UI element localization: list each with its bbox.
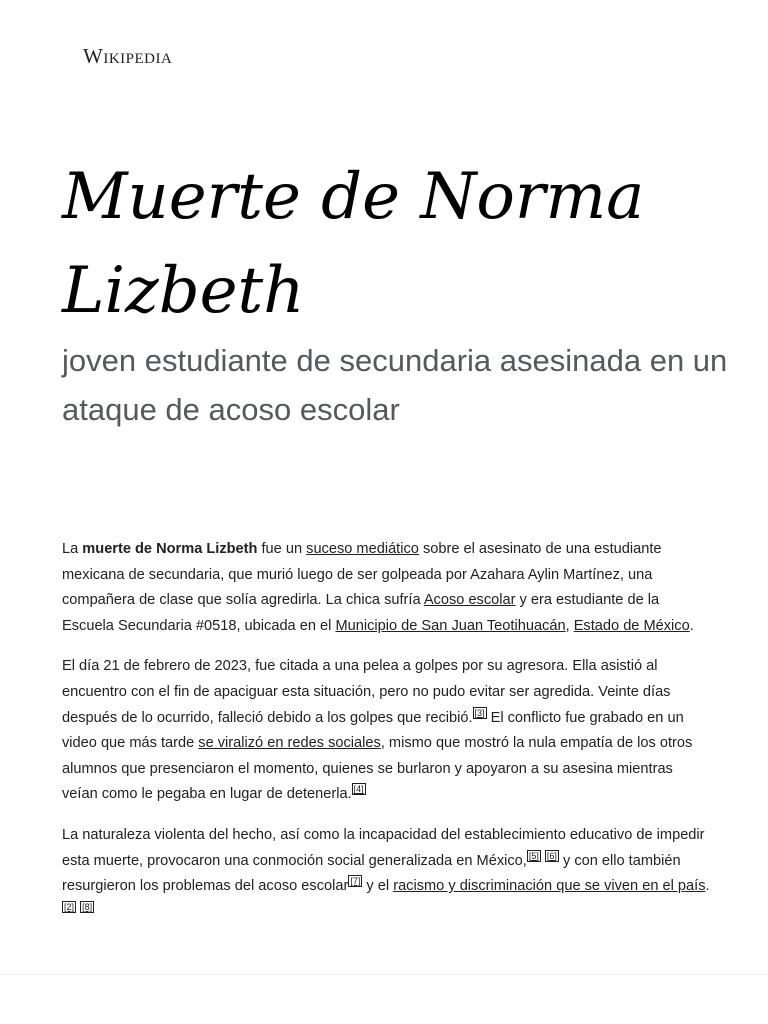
paragraph-2: [62, 654, 710, 808]
link-acoso-escolar[interactable]: Acoso escolar: [423, 592, 516, 609]
link-estado-de-mexico[interactable]: Estado de México: [573, 617, 690, 634]
text: El día 21 de febrero de 2023, fue citada a una pelea a golpes por su agresora. Ella asistió al encuentro con el fin de apaciguar esta situación, pero no pudo evitar ser agredida. Veinte días después de lo ocurrido, falleció debido a los golpes que recibió.: [62, 658, 671, 726]
reference-6[interactable]: [6]: [546, 850, 557, 861]
footer-divider: [0, 974, 768, 975]
link-suceso-mediatico[interactable]: suceso mediático: [306, 541, 419, 557]
reference-3[interactable]: [3]: [474, 707, 485, 718]
page-subtitle: joven estudiante de secundaria asesinada en un ataque de acoso escolar: [62, 343, 728, 427]
text: sobre el asesinato de una estudiante mexicana de secundaria, que murió luego de ser golpeada por Azahara Aylin Martínez, una compañera de clase que solía agredirla. La chica sufría: [62, 541, 662, 609]
text: , mismo que mostró la nula empatía de los otros alumnos que presenciaron el momento, quienes se burlaron y apoyaron a su asesina mientras veían como le pegaba en lugar de detenerla.: [62, 735, 693, 803]
reference-5[interactable]: [5]: [528, 850, 539, 861]
paragraph-1: [62, 537, 710, 639]
link-racismo-discriminacion[interactable]: racismo y discriminación que se viven en el país: [393, 878, 706, 895]
link-viralizo-redes-sociales[interactable]: se viralizó en redes sociales: [198, 735, 381, 752]
text: .: [689, 617, 694, 634]
text: .: [705, 878, 710, 895]
text: La naturaleza violenta del hecho, así como la incapacidad del establecimiento educativo de impedir esta muerte, provocaron una conmoción social generalizada en México,: [62, 826, 705, 869]
text: y con ello también resurgieron los problemas del acoso escolar: [62, 852, 681, 895]
page-title: Muerte de Norma Lizbeth: [62, 160, 645, 328]
paragraph-3: [62, 823, 710, 925]
bold-term: muerte de Norma Lizbeth: [82, 541, 258, 557]
wikipedia-logo[interactable]: Wikipedia: [83, 44, 173, 68]
text: fue un: [257, 541, 307, 557]
reference-8[interactable]: [8]: [82, 901, 93, 912]
text: La: [62, 541, 83, 557]
link-municipio-san-juan-teotihuacan[interactable]: Municipio de San Juan Teotihuacán: [335, 617, 566, 634]
text: y el: [362, 878, 394, 895]
reference-2[interactable]: [2]: [64, 901, 75, 912]
text: y era estudiante de la Escuela Secundaria #0518, ubicada en el: [62, 592, 660, 634]
text: ,: [565, 617, 574, 634]
reference-4[interactable]: [4]: [353, 784, 364, 795]
article-body: [62, 537, 710, 940]
text: El conflicto fue grabado en un video que más tarde: [62, 709, 684, 752]
reference-7[interactable]: [7]: [350, 876, 361, 887]
